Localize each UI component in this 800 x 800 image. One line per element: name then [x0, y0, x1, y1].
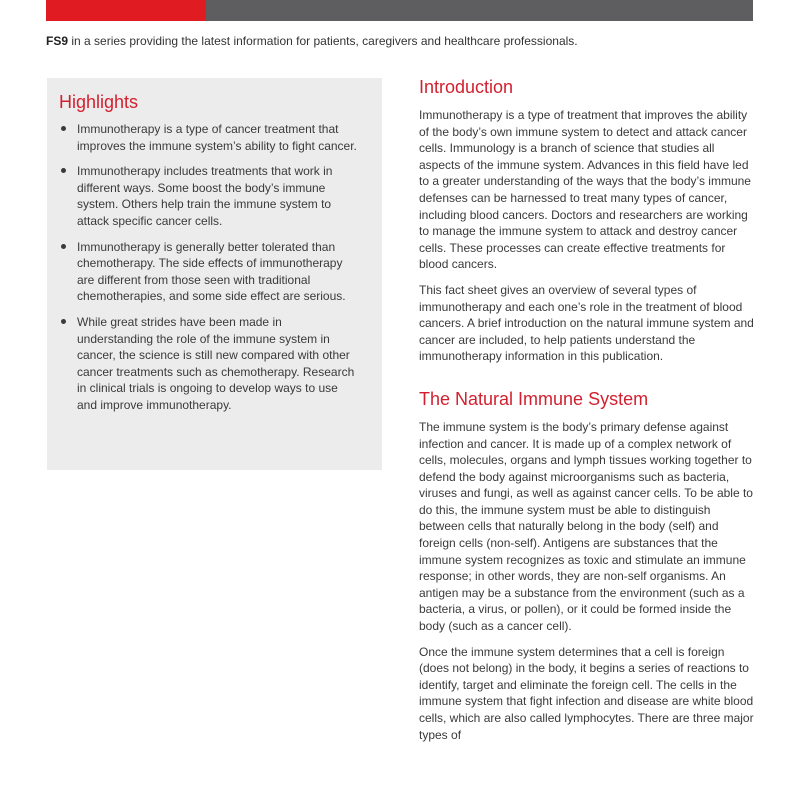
main-column	[419, 76, 754, 743]
highlight-text: While great strides have been made in understanding the role of the immune system in cancer, the science is still new compared with other cancer treatments such as chemotherapy. Research in clinical trials is ongoing to develop ways to use and improve immunotherapy.	[77, 314, 355, 412]
introduction-title: Introduction	[419, 77, 514, 97]
natural-immune-system-paragraph: The immune system is the body’s primary defense against infection and cancer. It is made up of a complex network of cells, molecules, organs and lymph tissues working together to defend the body against microorganisms such as bacteria, viruses and fungi, as well as against cancer cells. To be able to do this, the immune system must be able to distinguish between cells that naturally belong in the body (self) and foreign cells (non-self). Antigens are substances that the immune system recognizes as toxic and stimulate an immune response; in other words, they are non-self organisms. An antigen may be a substance from the environment (such as a bacteria, a virus, or pollen), or it could be formed inside the body (such as a cancer cell).	[419, 419, 753, 634]
highlight-text: Immunotherapy is generally better tolerated than chemotherapy. The side effects of immunotherapy are different from those seen with traditional chemotherapies, and some side effect are serious.	[77, 239, 346, 304]
series-line	[46, 34, 756, 48]
introduction-paragraph: Immunotherapy is a type of treatment that improves the ability of the body’s own immune system to detect and attack cancer cells. Immunology is a branch of science that studies all aspects of the immune system. Advances in this field have led to a greater understanding of the ways that the body’s immune defenses can be harnessed to treat many types of cancer, including blood cancers. Doctors and researchers are working to manage the immune system to attack and destroy cancer cells. These processes can create effective treatments for blood cancers.	[419, 108, 751, 272]
highlight-item	[59, 163, 360, 229]
series-text: in a series providing the latest information for patients, caregivers and healthcare professionals.	[68, 34, 578, 48]
bullet-icon	[61, 126, 66, 131]
highlight-item	[59, 314, 360, 414]
highlight-item	[59, 239, 360, 305]
bullet-icon	[61, 168, 66, 173]
introduction-paragraph: This fact sheet gives an overview of several types of immunotherapy and each one’s role in the treatment of blood cancers. A brief introduction on the natural immune system and cancer are included, to help patients understand the immunotherapy information in this publication.	[419, 282, 754, 364]
highlight-text: Immunotherapy includes treatments that work in different ways. Some boost the body’s immune system. Others help train the immune system to attack specific cancer cells.	[77, 164, 333, 228]
highlight-item	[59, 121, 360, 154]
bullet-icon	[61, 244, 66, 249]
highlights-list	[59, 121, 360, 414]
header-red-bar	[46, 0, 206, 21]
highlights-box	[47, 78, 382, 470]
header-gray-bar	[206, 0, 753, 21]
highlight-text: Immunotherapy is a type of cancer treatment that improves the immune system’s ability to fight cancer.	[77, 122, 357, 153]
highlights-title: Highlights	[59, 92, 139, 112]
natural-immune-system-title: The Natural Immune System	[419, 388, 649, 409]
series-code: FS9	[46, 34, 69, 48]
bullet-icon	[61, 319, 66, 324]
natural-immune-system-paragraph: Once the immune system determines that a cell is foreign (does not belong) in the body, it begins a series of reactions to identify, target and eliminate the foreign cell. The cells in the immune system that fight infection and disease are white blood cells, which are also called lymphocytes. There are three major types of	[419, 644, 754, 742]
